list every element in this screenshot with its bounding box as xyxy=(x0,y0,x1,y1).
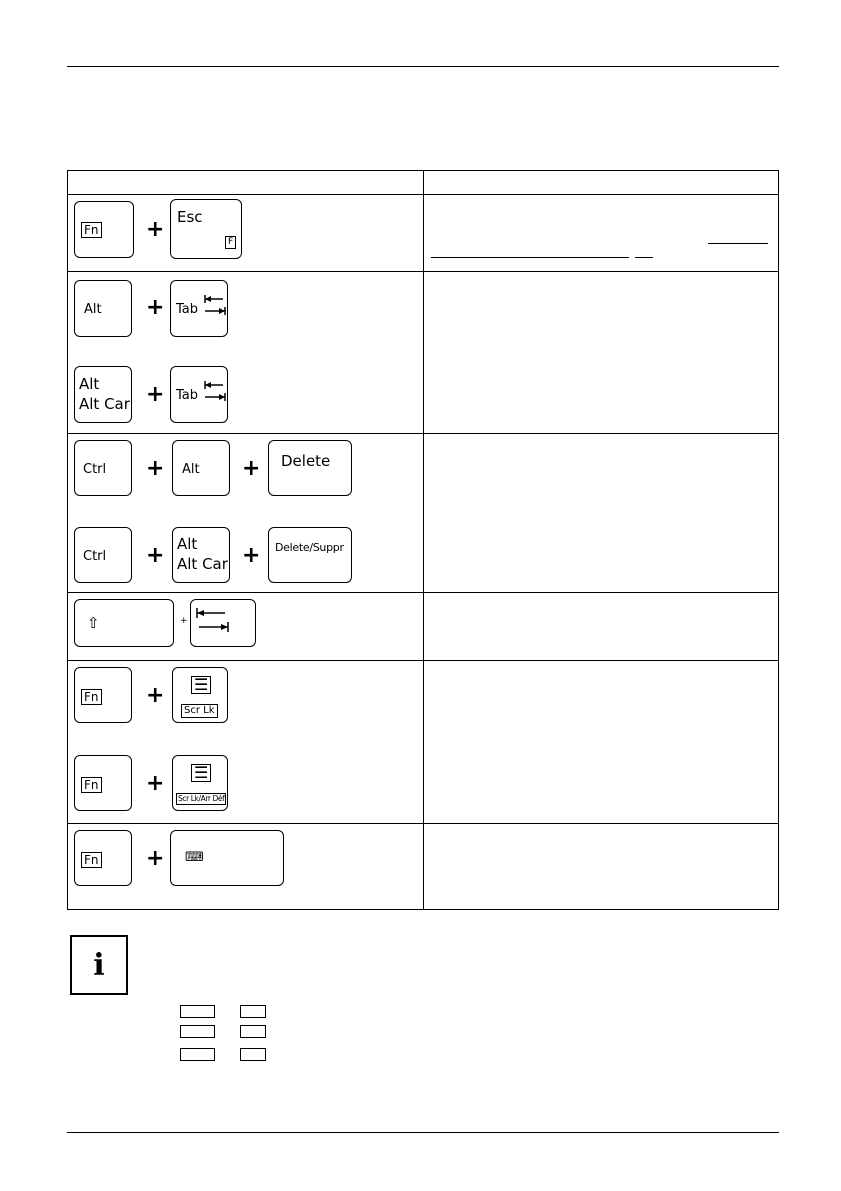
combo-cell xyxy=(68,593,424,661)
fn-key xyxy=(74,201,134,258)
link-underline xyxy=(635,257,653,258)
scroll-lock-key-label: Scr Lk xyxy=(181,704,218,718)
alt-key xyxy=(74,280,132,337)
alt-key-label: Alt xyxy=(182,462,200,477)
fn-key-label: Fn xyxy=(81,222,102,238)
cross-reference-link[interactable] xyxy=(431,243,769,271)
table-header-row xyxy=(68,171,779,195)
table-header-cell xyxy=(68,171,424,195)
plus-sign: + xyxy=(146,382,165,407)
alt-car-key-label: Alt Car xyxy=(79,395,130,413)
alt-key-label: Alt xyxy=(84,302,102,317)
header-rule xyxy=(67,66,779,67)
combo-cell xyxy=(68,434,424,593)
fn-key xyxy=(74,667,132,723)
small-key-box xyxy=(180,1025,215,1038)
menu-icon: ☰ xyxy=(191,676,211,694)
key-combination-table xyxy=(67,170,779,910)
fn-key xyxy=(74,830,132,886)
esc-key xyxy=(170,199,242,259)
table-header-cell xyxy=(423,171,779,195)
fn-key xyxy=(74,755,132,811)
fn-key-label: Fn xyxy=(81,777,102,793)
table-row xyxy=(68,824,779,910)
ctrl-key-label: Ctrl xyxy=(83,462,107,477)
scroll-lock-key xyxy=(172,667,228,723)
tab-arrows-icon xyxy=(203,379,227,405)
touch-keyboard-key xyxy=(170,830,284,886)
esc-key-label: Esc xyxy=(177,208,203,226)
description-cell xyxy=(423,824,779,910)
fn-key-label: Fn xyxy=(81,689,102,705)
tab-arrows-icon xyxy=(195,606,231,636)
tab-key xyxy=(170,280,228,337)
plus-sign: + xyxy=(242,543,261,568)
delete-suppr-key-label: Delete/Suppr xyxy=(275,541,344,554)
shift-key xyxy=(74,599,174,647)
ctrl-key xyxy=(74,527,132,583)
description-cell xyxy=(423,593,779,661)
menu-icon: ☰ xyxy=(191,764,211,782)
ctrl-key xyxy=(74,440,132,496)
tab-key-label: Tab xyxy=(176,302,199,317)
small-key-box xyxy=(240,1048,266,1061)
alt-key xyxy=(172,440,230,496)
lock-icon: F xyxy=(225,236,236,249)
table-row xyxy=(68,272,779,434)
shift-arrow-icon: ⇧ xyxy=(87,614,100,632)
info-icon: i xyxy=(70,935,128,995)
description-cell xyxy=(423,195,779,272)
plus-sign: + xyxy=(146,771,165,796)
delete-suppr-key xyxy=(268,527,352,583)
keyboard-icon: ⌨ xyxy=(185,850,204,865)
table-row xyxy=(68,593,779,661)
description-cell xyxy=(423,272,779,434)
small-key-box xyxy=(180,1048,215,1061)
small-key-box xyxy=(240,1025,266,1038)
tab-key-label: Tab xyxy=(176,388,199,403)
fn-key-label: Fn xyxy=(81,852,102,868)
alt-key-label: Alt xyxy=(177,535,198,553)
alt-car-key xyxy=(74,366,132,423)
plus-sign: + xyxy=(146,543,165,568)
plus-sign: + xyxy=(180,616,188,626)
scroll-lock-arr-key xyxy=(172,755,228,811)
alt-car-key-label: Alt Car xyxy=(177,555,228,573)
combo-cell xyxy=(68,661,424,824)
footer-rule xyxy=(67,1132,779,1133)
small-key-box xyxy=(180,1005,215,1018)
description-cell xyxy=(423,434,779,593)
plus-sign: + xyxy=(146,846,165,871)
combo-cell xyxy=(68,824,424,910)
link-underline xyxy=(431,257,629,258)
description-cell xyxy=(423,661,779,824)
delete-key xyxy=(268,440,352,496)
plus-sign: + xyxy=(146,456,165,481)
tab-arrows-icon xyxy=(203,293,227,319)
table-row xyxy=(68,434,779,593)
table-row xyxy=(68,195,779,272)
delete-key-label: Delete xyxy=(281,452,331,470)
small-key-box xyxy=(240,1005,266,1018)
scroll-lock-arr-key-label: Scr Lk/Arr Déf xyxy=(178,794,225,803)
combo-cell xyxy=(68,195,424,272)
plus-sign: + xyxy=(242,456,261,481)
alt-key-label: Alt xyxy=(79,375,100,393)
ctrl-key-label: Ctrl xyxy=(83,549,107,564)
table-row xyxy=(68,661,779,824)
plus-sign: + xyxy=(146,683,165,708)
alt-car-key xyxy=(172,527,230,583)
plus-sign: + xyxy=(146,295,165,320)
combo-cell xyxy=(68,272,424,434)
tab-key xyxy=(190,599,256,647)
link-underline xyxy=(708,243,768,244)
tab-key xyxy=(170,366,228,423)
plus-sign: + xyxy=(146,217,165,242)
